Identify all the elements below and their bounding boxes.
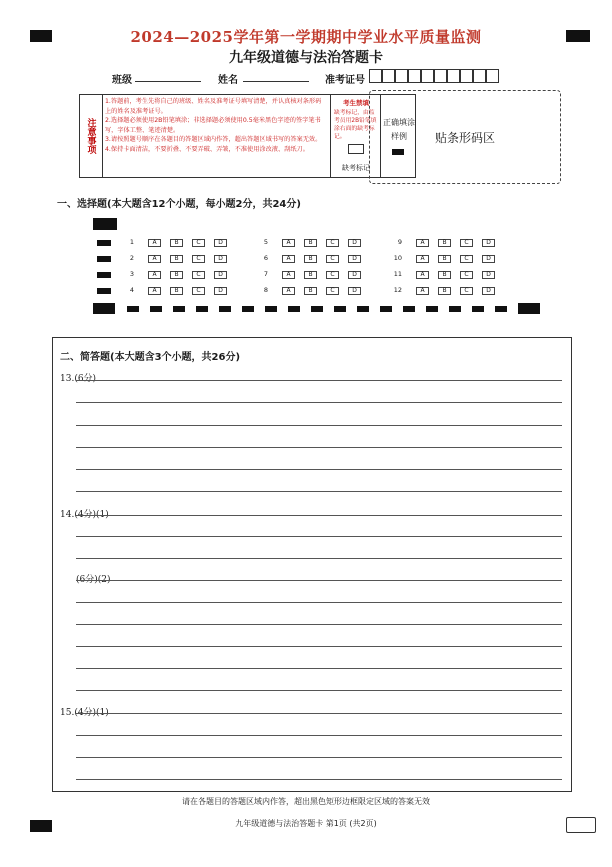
- answer-line[interactable]: [76, 668, 562, 669]
- mc-question-2-number: 2: [129, 254, 134, 262]
- answer-line[interactable]: [76, 779, 562, 780]
- section2-title: 二、简答题(本大题含3个小题，共26分): [60, 352, 241, 363]
- footer-warning: 请在各题目的答题区域内作答，超出黑色矩形边框限定区域的答案无效: [182, 797, 430, 806]
- mc-q2-option-A[interactable]: A: [148, 255, 161, 263]
- timing-mark: [288, 306, 300, 312]
- answer-line[interactable]: [76, 558, 562, 559]
- mc-q12-option-B[interactable]: B: [438, 287, 451, 295]
- mc-question-7-number: 7: [263, 270, 268, 278]
- timing-mark: [472, 306, 484, 312]
- mc-q6-option-C[interactable]: C: [326, 255, 339, 263]
- mc-question-12-number: 12: [393, 286, 402, 294]
- notice-line-2: 2.选择题必须使用2B铅笔填涂；非选择题必须使用0.5毫米黑色字迹的签字笔书写，字体工整、笔迹清楚。: [105, 117, 321, 134]
- exam-number-label: 准考证号: [325, 75, 365, 86]
- mc-q1-option-C[interactable]: C: [192, 239, 205, 247]
- row-mark-3: [97, 272, 111, 278]
- row-mark-2: [97, 256, 111, 262]
- barcode-area: 贴条形码区: [369, 90, 561, 184]
- fill-sample-title: 正确填涂: [383, 118, 415, 127]
- name-label: 姓名: [218, 75, 238, 86]
- answer-line[interactable]: [76, 602, 562, 603]
- answer-line[interactable]: [76, 469, 562, 470]
- mc-q4-option-D[interactable]: D: [214, 287, 227, 295]
- absent-checkbox[interactable]: [348, 144, 364, 154]
- mc-question-9-number: 9: [397, 238, 402, 246]
- mc-q9-option-A[interactable]: A: [416, 239, 429, 247]
- notice-line-4: 4.保持卡面清洁，不要折叠、不要弄破、弄皱，不准使用涂改液、刮纸刀。: [105, 145, 309, 153]
- mc-q9-option-C[interactable]: C: [460, 239, 473, 247]
- notice-line-1: 1.答题前，考生先将自己的班级、姓名及准考证号填写清楚，并认真核对条形码上的姓名及准考证号。: [105, 98, 322, 115]
- timing-mark: [173, 306, 185, 312]
- row-mark-4: [97, 288, 111, 294]
- timing-mark: [311, 306, 323, 312]
- q14-1-label: 14.(4分)(1): [60, 507, 109, 520]
- answer-line[interactable]: [76, 447, 562, 448]
- mc-q6-option-D[interactable]: D: [348, 255, 361, 263]
- mc-q9-option-D[interactable]: D: [482, 239, 495, 247]
- notice-box: [79, 94, 416, 178]
- mc-q6-option-B[interactable]: B: [304, 255, 317, 263]
- answer-line[interactable]: [76, 380, 562, 381]
- mc-q7-option-C[interactable]: C: [326, 271, 339, 279]
- mc-question-4-number: 4: [129, 286, 134, 294]
- footer-page: 九年级道德与法治答题卡 第1页 (共2页): [235, 819, 377, 828]
- mc-q11-option-A[interactable]: A: [416, 271, 429, 279]
- mc-question-3-number: 3: [129, 270, 134, 278]
- answer-line[interactable]: [76, 515, 562, 516]
- mc-q9-option-B[interactable]: B: [438, 239, 451, 247]
- answer-line[interactable]: [76, 491, 562, 492]
- timing-mark: [334, 306, 346, 312]
- timing-mark: [196, 306, 208, 312]
- mc-q12-option-C[interactable]: C: [460, 287, 473, 295]
- timing-mark: [403, 306, 415, 312]
- timing-mark: [93, 303, 115, 314]
- mc-q7-option-A[interactable]: A: [282, 271, 295, 279]
- mc-q4-option-A[interactable]: A: [148, 287, 161, 295]
- fill-sample-label: 样例: [391, 132, 407, 141]
- class-label: 班级: [112, 75, 132, 86]
- section1-anchor-mark: [93, 218, 117, 230]
- timing-mark: [426, 306, 438, 312]
- mc-q1-option-D[interactable]: D: [214, 239, 227, 247]
- mc-q3-option-B[interactable]: B: [170, 271, 183, 279]
- notice-divider-1: [330, 95, 331, 177]
- mc-q12-option-A[interactable]: A: [416, 287, 429, 295]
- mc-question-6-number: 6: [263, 254, 268, 262]
- timing-mark: [495, 306, 507, 312]
- mc-question-8-number: 8: [263, 286, 268, 294]
- mc-question-10-number: 10: [393, 254, 402, 262]
- mc-q3-option-C[interactable]: C: [192, 271, 205, 279]
- mc-q2-option-B[interactable]: B: [170, 255, 183, 263]
- mc-q7-option-B[interactable]: B: [304, 271, 317, 279]
- absent-text: 缺考标记，由监考员用2B铅笔填涂右面的缺考标记。: [334, 110, 377, 140]
- page-title: 2024—2025学年第一学期期中学业水平质量监测: [130, 28, 482, 46]
- mc-q6-option-A[interactable]: A: [282, 255, 295, 263]
- answer-line[interactable]: [76, 624, 562, 625]
- mc-q11-option-B[interactable]: B: [438, 271, 451, 279]
- mc-q11-option-D[interactable]: D: [482, 271, 495, 279]
- section1-title: 一、选择题(本大题含12个小题，每小题2分，共24分): [57, 199, 301, 210]
- q15-1-label: 15.(4分)(1): [60, 705, 109, 718]
- timing-mark: [265, 306, 277, 312]
- mc-q8-option-D[interactable]: D: [348, 287, 361, 295]
- mc-q5-option-B[interactable]: B: [304, 239, 317, 247]
- mc-q5-option-A[interactable]: A: [282, 239, 295, 247]
- mc-q2-option-C[interactable]: C: [192, 255, 205, 263]
- answer-line[interactable]: [76, 713, 562, 714]
- mc-q3-option-A[interactable]: A: [148, 271, 161, 279]
- mc-q10-option-B[interactable]: B: [438, 255, 451, 263]
- mc-question-11-number: 11: [393, 270, 402, 278]
- mc-q8-option-A[interactable]: A: [282, 287, 295, 295]
- absent-label: 缺考标记: [342, 164, 370, 172]
- page-subtitle: 九年级道德与法治答题卡: [229, 50, 383, 66]
- answer-line[interactable]: [76, 735, 562, 736]
- timing-mark: [150, 306, 162, 312]
- timing-mark: [219, 306, 231, 312]
- row-mark-1: [97, 240, 111, 246]
- answer-line[interactable]: [76, 425, 562, 426]
- answer-line[interactable]: [76, 536, 562, 537]
- answer-line[interactable]: [76, 757, 562, 758]
- class-field[interactable]: [135, 81, 201, 82]
- name-field[interactable]: [243, 81, 309, 82]
- timing-mark: [518, 303, 540, 314]
- mc-q11-option-C[interactable]: C: [460, 271, 473, 279]
- mc-q1-option-A[interactable]: A: [148, 239, 161, 247]
- answer-line[interactable]: [76, 580, 562, 581]
- timing-mark: [380, 306, 392, 312]
- mc-q8-option-B[interactable]: B: [304, 287, 317, 295]
- timing-mark: [127, 306, 139, 312]
- mc-q10-option-C[interactable]: C: [460, 255, 473, 263]
- q14-2-label: (6分)(2): [76, 572, 111, 585]
- answer-line[interactable]: [76, 646, 562, 647]
- notice-text: [105, 97, 327, 155]
- mc-q2-option-D[interactable]: D: [214, 255, 227, 263]
- timing-mark: [357, 306, 369, 312]
- q13-label: 13.(6分): [60, 371, 96, 384]
- mc-q7-option-D[interactable]: D: [348, 271, 361, 279]
- mc-question-5-number: 5: [263, 238, 268, 246]
- notice-line-3: 3.请按照题号顺序在各题目的答题区域内作答，超出答题区域书写的答案无效。: [105, 136, 322, 144]
- mc-q3-option-D[interactable]: D: [214, 271, 227, 279]
- mc-q4-option-B[interactable]: B: [170, 287, 183, 295]
- timing-mark: [449, 306, 461, 312]
- absent-title: 考生禁填: [343, 99, 369, 107]
- timing-mark: [242, 306, 254, 312]
- mc-q1-option-B[interactable]: B: [170, 239, 183, 247]
- mc-q4-option-C[interactable]: C: [192, 287, 205, 295]
- mc-q8-option-C[interactable]: C: [326, 287, 339, 295]
- notice-vertical-label: 注意事项: [80, 95, 103, 177]
- answer-line[interactable]: [76, 690, 562, 691]
- mc-q5-option-C[interactable]: C: [326, 239, 339, 247]
- short-answer-box: [52, 337, 572, 792]
- answer-line[interactable]: [76, 402, 562, 403]
- mc-q10-option-A[interactable]: A: [416, 255, 429, 263]
- mc-q5-option-D[interactable]: D: [348, 239, 361, 247]
- mc-q10-option-D[interactable]: D: [482, 255, 495, 263]
- mc-q12-option-D[interactable]: D: [482, 287, 495, 295]
- mc-question-1-number: 1: [129, 238, 134, 246]
